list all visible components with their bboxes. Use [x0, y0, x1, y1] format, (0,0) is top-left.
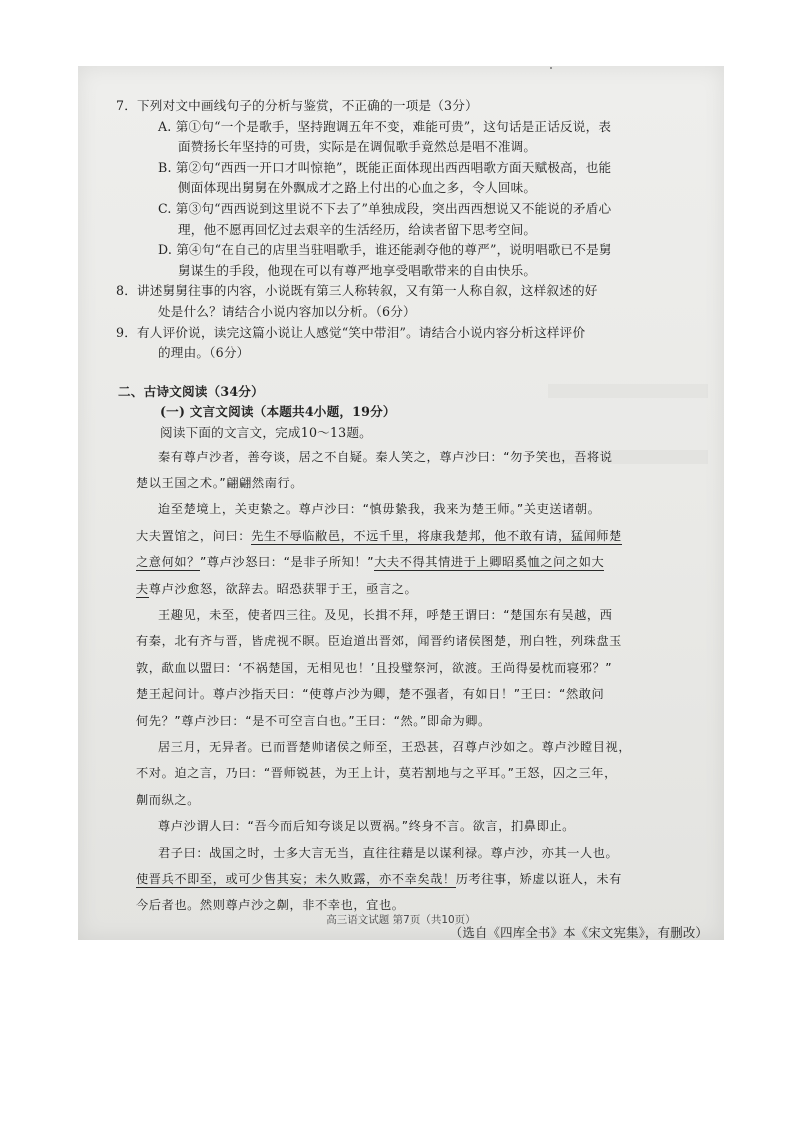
option-a-line1: A. 第①句“一个是歌手，坚持跑调五年不变，难能可贵”，这句话是正话反说，表: [158, 118, 612, 134]
passage-text: ”尊卢沙怒曰：“是非子所知！”: [199, 555, 375, 570]
passage-text: 尊卢沙愈怒，欲辞去。昭恐获罪于王，亟言之。: [148, 581, 418, 596]
option-a-line2: 面赞扬长年坚持的可贵，实际是在调侃歌手竟然总是唱不准调。: [178, 139, 537, 155]
passage-line: 秦有尊卢沙者，善夸谈，居之不自疑。秦人笑之，尊卢沙曰：“勿予笑也，吾将说: [158, 449, 613, 464]
passage-source: （选自《四库全书》本《宋文宪集》，有删改）: [449, 924, 708, 940]
scanned-page: [78, 66, 724, 940]
passage-line: [136, 549, 708, 575]
passage-line: 敦，歃血以盟曰：‘不祸楚国，无相见也！’且投璧祭河，欲渡。王尚得晏枕而寝邪？”: [136, 660, 613, 675]
question-stem: 7．下列对文中画线句子的分析与鉴赏，不正确的一项是（3分）: [116, 98, 478, 113]
passage-text: 大夫置馆之，问曰：: [136, 528, 252, 543]
passage-line: [136, 576, 708, 602]
question-7: [116, 96, 708, 281]
subsection-title: (一) 文言文阅读（本题共4小题，19分）: [160, 404, 396, 420]
passage-line: 劓而纵之。: [136, 792, 200, 807]
passage-line: [136, 523, 708, 549]
page-content: [116, 96, 708, 940]
question-8-line1: 8．讲述舅舅往事的内容，小说既有第三人称转叙，又有第一人称自叙，这样叙述的好: [116, 283, 598, 299]
question-8: [116, 281, 708, 322]
passage-line: 居三月，无异者。已而晋楚帅诸侯之师至，王恐甚，召尊卢沙如之。尊卢沙瞠目视，: [158, 739, 632, 754]
passage-line: 迨至楚境上，关吏絷之。尊卢沙曰：“慎毋絷我，我来为楚王师。”关吏送诸朝。: [158, 502, 601, 517]
speck: [550, 67, 552, 69]
passage-line: 楚以王国之术。”翩翩然南行。: [136, 475, 304, 490]
page-footer: 高三语文试题 第7页（共10页）: [326, 914, 476, 926]
question-9-line2: 的理由。（6分）: [158, 345, 250, 361]
option-d-line2: 舅谋生的手段，他现在可以有尊严地享受唱歌带来的自由快乐。: [178, 262, 537, 278]
passage-line: 不对。迫之言，乃曰：“晋师锐甚，为王上计，莫若割地与之平耳。”王怒，囚之三年，: [136, 766, 617, 781]
underlined-sentence: 之意何如？: [136, 555, 200, 570]
passage-line: 今后者也。然则尊卢沙之劓，非不幸也，宜也。: [136, 898, 405, 913]
passage-text: 历考往事，矫虚以诳人，未有: [455, 872, 622, 886]
option-b-line2: 侧面体现出舅舅在外飘成才之路上付出的心血之多，令人回味。: [178, 180, 537, 196]
section-title: 二、古诗文阅读（34分）: [118, 383, 264, 399]
passage-line: 何先？”尊卢沙曰：“是不可空言白也。”王曰：“然。”即命为卿。: [136, 713, 491, 728]
passage-line: 楚王起问计。尊卢沙指天曰：“使尊卢沙为卿，楚不强者，有如日！”王曰：“然敢问: [136, 687, 605, 702]
reading-instruction: 阅读下面的文言文，完成10～13题。: [160, 424, 372, 440]
question-9: [116, 323, 708, 364]
underlined-sentence: 大夫不得其情进于上卿昭奚恤之问之如大: [374, 555, 605, 570]
passage-line: 君子曰：战国之时，士多大言无当，直往往藉是以谋利禄。尊卢沙，亦其一人也。: [158, 845, 619, 860]
classical-passage: [136, 444, 708, 919]
passage-line: 尊卢沙谓人曰：“吾今而后知夸谈足以贾祸。”终身不言。欲言，扪鼻即止。: [158, 819, 575, 834]
option-c-line1: C. 第③句“西西说到这里说不下去了”单独成段，突出西西想说又不能说的矛盾心: [158, 200, 612, 216]
underlined-sentence: 先生不辱临敝邑，不远千里，将康我楚邦，他不敢有请，猛闻师楚: [251, 528, 622, 543]
question-9-line1: 9．有人评价说，读完这篇小说让人感觉“笑中带泪”。请结合小说内容分析这样评价: [116, 324, 586, 340]
underlined-sentence: 使晋兵不即至，或可少售其妄；未久败露，亦不幸矣哉！: [136, 872, 456, 886]
passage-line: [136, 866, 708, 892]
question-8-line2: 处是什么？请结合小说内容加以分析。（6分）: [158, 303, 416, 319]
option-c-line2: 理，他不愿再回忆过去艰辛的生活经历，给读者留下思考空间。: [178, 221, 537, 237]
underlined-sentence: 夫: [136, 581, 149, 596]
passage-line: 有秦，北有齐与晋，皆虎视不瞑。臣迨道出晋郊，闻晋约诸侯图楚，刑白牲，列珠盘玉: [136, 634, 622, 649]
option-d-line1: D. 第④句“在自己的店里当驻唱歌手，谁还能剥夺他的尊严”，说明唱歌已不是舅: [158, 242, 612, 258]
option-b-line1: B. 第②句“西西一开口才叫惊艳”，既能正面体现出西西唱歌方面天赋极高，也能: [158, 159, 612, 175]
passage-line: 王趣见，未至，使者四三往。及见，长揖不拜，呼楚王谓曰：“楚国东有吴越，西: [158, 607, 613, 622]
